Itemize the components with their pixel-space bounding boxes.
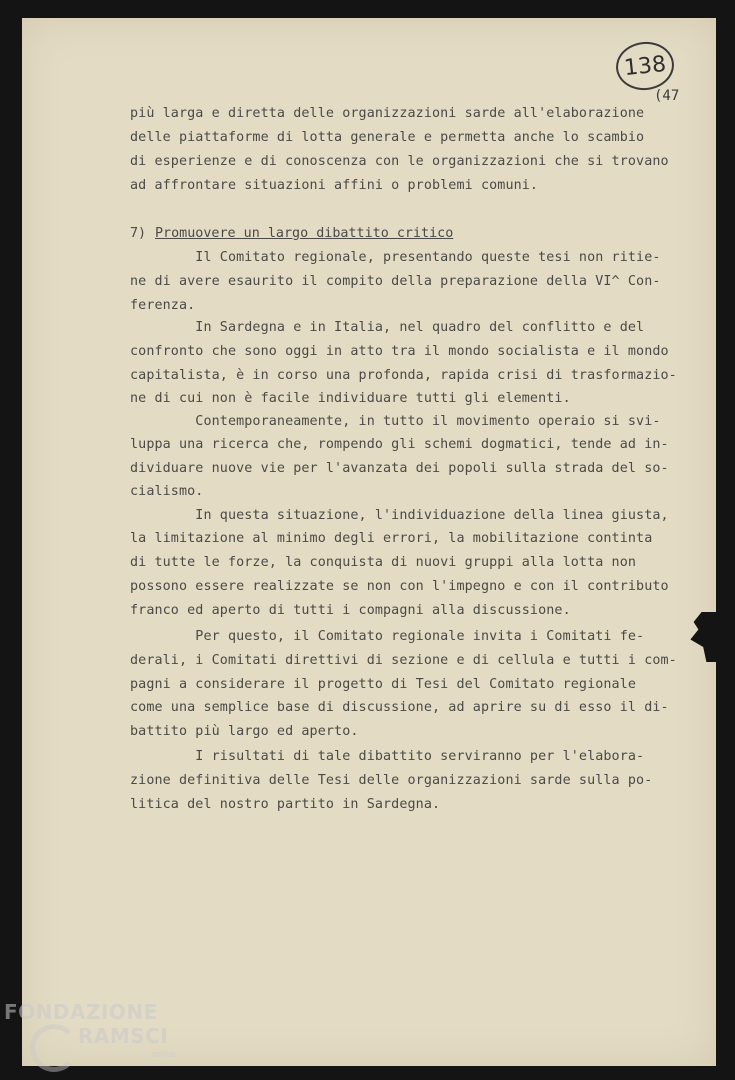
watermark-line1: FONDAZIONE [4, 1000, 158, 1024]
text-line: Per questo, il Comitato regionale invita i Comitati fe- [130, 629, 645, 644]
text-line: ad affrontare situazioni affini o problemi comuni. [130, 178, 539, 193]
text-line: ne di cui non è facile individuare tutti gli elementi. [130, 391, 571, 406]
text-line: luppa una ricerca che, rompendo gli schemi dogmatici, tende ad in- [130, 437, 669, 452]
text-line: come una semplice base di discussione, ad aprire su di esso il di- [130, 700, 669, 715]
text-line: di esperienze e di conoscenza con le organizzazioni che si trovano [130, 154, 669, 169]
text-line: Il Comitato regionale, presentando queste tesi non ritie- [130, 250, 661, 265]
watermark-suffix: onlus [152, 1050, 177, 1060]
text-line: I risultati di tale dibattito serviranno per l'elabora- [130, 749, 645, 764]
text-line: più larga e diretta delle organizzazioni sarde all'elaborazione [130, 106, 645, 121]
text-line: cialismo. [130, 484, 204, 499]
text-line: pagni a considerare il progetto di Tesi del Comitato regionale [130, 677, 637, 692]
text-line: ferenza. [130, 298, 196, 313]
text-line: franco ed aperto di tutti i compagni alla discussione. [130, 603, 571, 618]
text-line: possono essere realizzate se non con l'impegno e con il contributo [130, 579, 669, 594]
text-line: derali, i Comitati direttivi di sezione e di cellula e tutti i com- [130, 653, 677, 668]
text-line: battito più largo ed aperto. [130, 724, 359, 739]
text-line: zione definitiva delle Tesi delle organizzazioni sarde sulla po- [130, 773, 653, 788]
section-number: 7) [130, 226, 147, 241]
text-line: litica del nostro partito in Sardegna. [130, 797, 441, 812]
text-line: di tutte le forze, la conquista di nuovi gruppi alla lotta non [130, 555, 637, 570]
text-line: In questa situazione, l'individuazione della linea giusta, [130, 508, 669, 523]
text-line: dividuare nuove vie per l'avanzata dei popoli sulla strada del so- [130, 461, 669, 476]
text-line: confronto che sono oggi in atto tra il mondo socialista e il mondo [130, 344, 669, 359]
text-line: delle piattaforme di lotta generale e permetta anche lo scambio [130, 130, 645, 145]
page-reference: (47 [654, 88, 680, 104]
text-line: capitalista, è in corso una profonda, rapida crisi di trasformazio- [130, 368, 677, 383]
watermark-line2: RAMSCI [78, 1024, 169, 1048]
text-line: Contemporaneamente, in tutto il movimento operaio si svi- [130, 414, 661, 429]
fondazione-gramsci-watermark [4, 1000, 194, 1076]
circled-page-number-text: 138 [622, 51, 668, 81]
g-logo-icon [30, 1024, 78, 1072]
text-line: la limitazione al minimo degli errori, la mobilitazione continta [130, 531, 653, 546]
text-line: In Sardegna e in Italia, nel quadro del conflitto e del [130, 320, 645, 335]
text-line: ne di avere esaurito il compito della preparazione della VI^ Con- [130, 274, 661, 289]
section-title: Promuovere un largo dibattito critico [155, 226, 454, 241]
